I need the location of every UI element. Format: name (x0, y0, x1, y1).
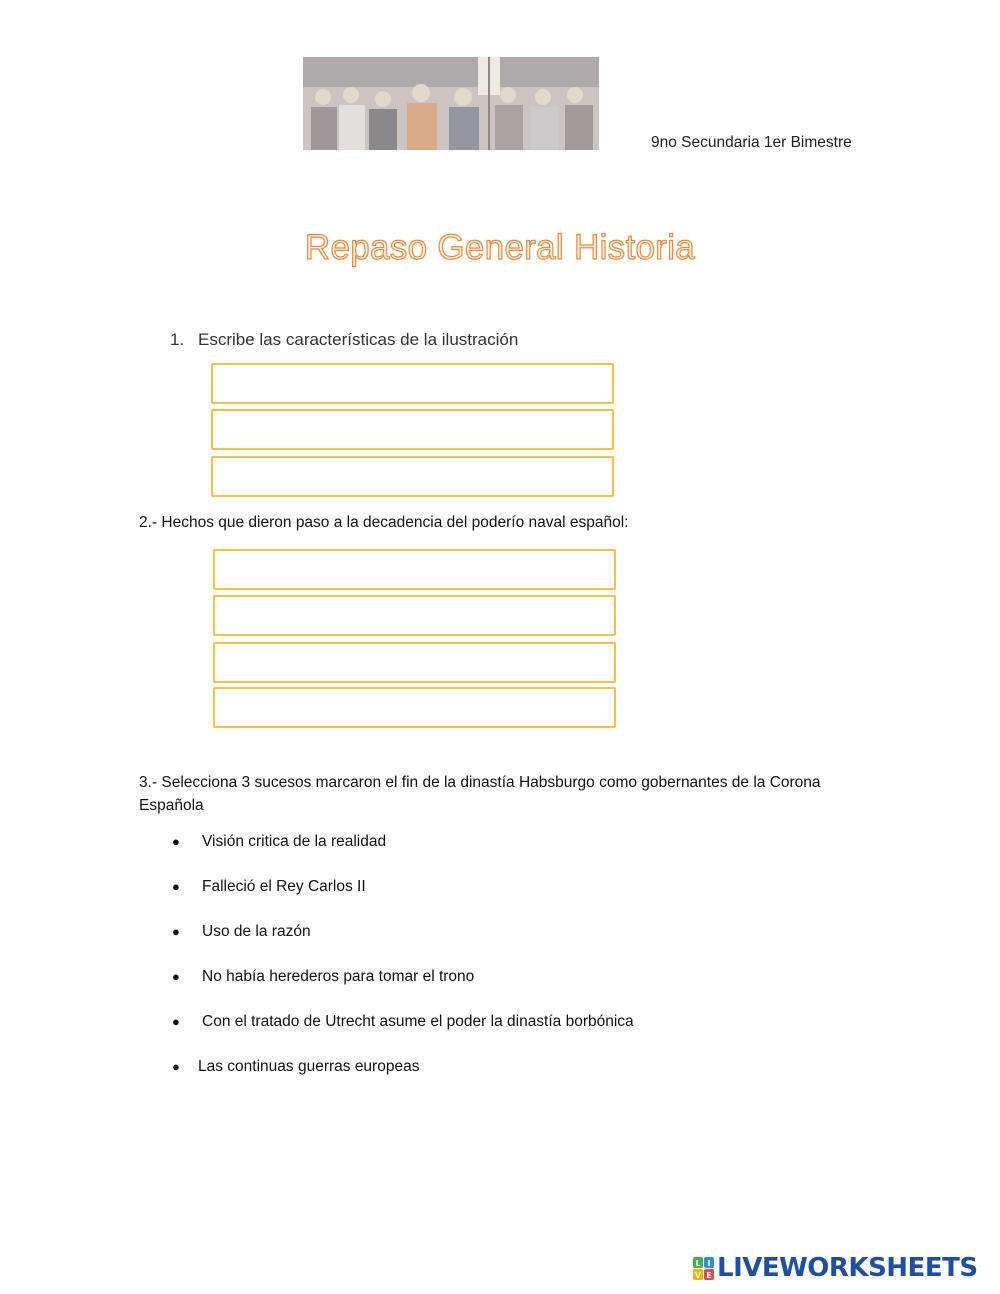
page-title: Repaso General Historia (304, 228, 696, 267)
option-5[interactable] (172, 1013, 634, 1031)
option-4-label: No había herederos para tomar el trono (202, 968, 475, 985)
answer-2b-input[interactable] (213, 595, 616, 636)
answer-1b-input[interactable] (211, 409, 614, 450)
bullet-icon: ● (172, 1059, 180, 1074)
option-5-label: Con el tratado de Utrecht asume el poder la dinastía borbónica (202, 1013, 634, 1030)
bullet-icon: ● (172, 924, 180, 939)
question-1-text: Escribe las características de la ilustración (198, 330, 519, 349)
option-3[interactable] (172, 923, 311, 941)
grade-label: 9no Secundaria 1er Bimestre (651, 134, 852, 151)
option-2-label: Falleció el Rey Carlos II (202, 878, 366, 895)
badge-letter-e: E (706, 1271, 712, 1280)
option-6[interactable] (172, 1058, 419, 1076)
crowd-painting-icon (303, 57, 599, 150)
liveworksheets-badge-icon (693, 1257, 715, 1281)
option-1-label: Visión critica de la realidad (202, 833, 387, 850)
answer-1c-input[interactable] (211, 456, 614, 497)
option-2[interactable] (172, 878, 366, 896)
option-6-label: Las continuas guerras europeas (198, 1058, 420, 1075)
bullet-icon: ● (172, 834, 180, 849)
answer-2a-input[interactable] (213, 549, 616, 590)
logo-text: LIVEWORKSHEETS (717, 1253, 978, 1283)
bullet-icon: ● (172, 879, 180, 894)
history-illustration (303, 57, 599, 150)
question-3-text: 3.- Selecciona 3 sucesos marcaron el fin de la dinastía Habsburgo como gobernantes de la Corona Española (139, 774, 821, 814)
bullet-icon: ● (172, 1014, 180, 1029)
question-2-text: 2.- Hechos que dieron paso a la decadencia del poderío naval español: (139, 514, 629, 531)
badge-letter-l: L (695, 1259, 701, 1268)
option-4[interactable] (172, 968, 474, 986)
answer-1a-input[interactable] (211, 363, 614, 404)
answer-2c-input[interactable] (213, 642, 616, 683)
bullet-icon: ● (172, 969, 180, 984)
badge-letter-i: I (707, 1259, 711, 1268)
option-1[interactable] (172, 833, 386, 851)
option-3-label: Uso de la razón (202, 923, 311, 940)
question-1-number: 1. (170, 330, 185, 349)
badge-letter-v: V (694, 1271, 702, 1280)
question-1 (170, 330, 518, 350)
answer-2d-input[interactable] (213, 687, 616, 728)
